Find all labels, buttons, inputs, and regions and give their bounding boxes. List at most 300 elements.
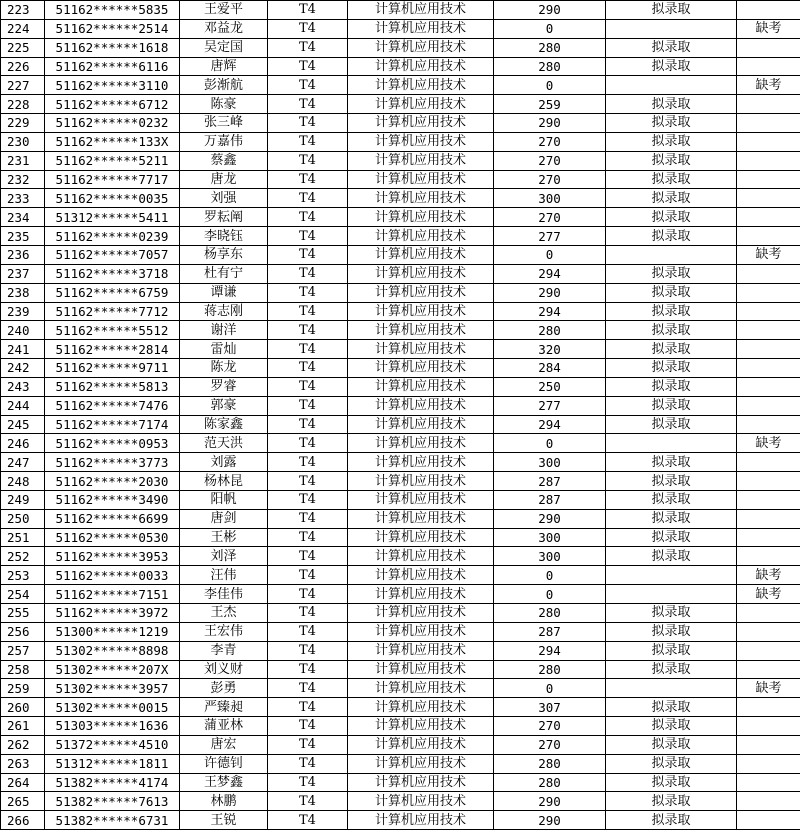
major-cell: 计算机应用技术 (348, 1, 494, 20)
major-code-cell: T4 (268, 490, 348, 509)
score-cell: 290 (494, 1, 606, 20)
note-cell (737, 773, 800, 792)
major-code-cell: T4 (268, 773, 348, 792)
row-number-cell: 232 (1, 170, 45, 189)
major-code-cell: T4 (268, 189, 348, 208)
row-number-cell: 224 (1, 19, 45, 38)
score-cell: 300 (494, 547, 606, 566)
note-cell (737, 114, 800, 133)
result-cell: 拟录取 (606, 377, 737, 396)
major-cell: 计算机应用技术 (348, 151, 494, 170)
major-code-cell: T4 (268, 283, 348, 302)
table-row (1, 340, 800, 359)
major-code-cell: T4 (268, 321, 348, 340)
result-cell: 拟录取 (606, 227, 737, 246)
id-number-cell: 51162******9711 (45, 359, 180, 378)
id-number-cell: 51302******3957 (45, 679, 180, 698)
score-cell: 277 (494, 227, 606, 246)
major-cell: 计算机应用技术 (348, 359, 494, 378)
major-code-cell: T4 (268, 792, 348, 811)
name-cell: 谭谦 (180, 283, 268, 302)
major-cell: 计算机应用技术 (348, 735, 494, 754)
id-number-cell: 51162******6759 (45, 283, 180, 302)
result-cell: 拟录取 (606, 38, 737, 57)
row-number-cell: 229 (1, 114, 45, 133)
id-number-cell: 51382******7613 (45, 792, 180, 811)
result-cell: 拟录取 (606, 208, 737, 227)
major-code-cell: T4 (268, 114, 348, 133)
note-cell (737, 359, 800, 378)
score-cell: 270 (494, 151, 606, 170)
id-number-cell: 51162******3972 (45, 604, 180, 623)
id-number-cell: 51162******3773 (45, 453, 180, 472)
major-cell: 计算机应用技术 (348, 283, 494, 302)
note-cell (737, 95, 800, 114)
score-cell: 270 (494, 717, 606, 736)
major-cell: 计算机应用技术 (348, 321, 494, 340)
score-cell: 270 (494, 170, 606, 189)
result-cell: 拟录取 (606, 773, 737, 792)
major-code-cell: T4 (268, 528, 348, 547)
table-row (1, 509, 800, 528)
row-number-cell: 237 (1, 264, 45, 283)
major-code-cell: T4 (268, 1, 348, 20)
major-cell: 计算机应用技术 (348, 660, 494, 679)
result-cell: 拟录取 (606, 302, 737, 321)
name-cell: 汪伟 (180, 566, 268, 585)
note-cell: 缺考 (737, 245, 800, 264)
row-number-cell: 248 (1, 472, 45, 491)
major-cell: 计算机应用技术 (348, 76, 494, 95)
major-code-cell: T4 (268, 151, 348, 170)
table-row (1, 321, 800, 340)
major-cell: 计算机应用技术 (348, 264, 494, 283)
note-cell (737, 283, 800, 302)
id-number-cell: 51162******7476 (45, 396, 180, 415)
major-code-cell: T4 (268, 377, 348, 396)
note-cell (737, 151, 800, 170)
table-row (1, 264, 800, 283)
row-number-cell: 261 (1, 717, 45, 736)
id-number-cell: 51162******5835 (45, 1, 180, 20)
result-cell: 拟录取 (606, 151, 737, 170)
id-number-cell: 51162******1618 (45, 38, 180, 57)
row-number-cell: 227 (1, 76, 45, 95)
result-cell: 拟录取 (606, 57, 737, 76)
score-cell: 280 (494, 38, 606, 57)
result-cell: 拟录取 (606, 359, 737, 378)
major-code-cell: T4 (268, 396, 348, 415)
note-cell (737, 415, 800, 434)
result-cell: 拟录取 (606, 490, 737, 509)
major-code-cell: T4 (268, 208, 348, 227)
major-cell: 计算机应用技术 (348, 622, 494, 641)
result-cell: 拟录取 (606, 1, 737, 20)
id-number-cell: 51300******1219 (45, 622, 180, 641)
table-row (1, 19, 800, 38)
row-number-cell: 265 (1, 792, 45, 811)
name-cell: 罗睿 (180, 377, 268, 396)
major-code-cell: T4 (268, 359, 348, 378)
table-row (1, 660, 800, 679)
result-cell: 拟录取 (606, 321, 737, 340)
major-code-cell: T4 (268, 264, 348, 283)
major-code-cell: T4 (268, 245, 348, 264)
name-cell: 谢洋 (180, 321, 268, 340)
id-number-cell: 51162******6116 (45, 57, 180, 76)
note-cell: 缺考 (737, 76, 800, 95)
id-number-cell: 51162******0033 (45, 566, 180, 585)
note-cell (737, 698, 800, 717)
note-cell (737, 509, 800, 528)
major-code-cell: T4 (268, 76, 348, 95)
name-cell: 杨林昆 (180, 472, 268, 491)
name-cell: 刘泽 (180, 547, 268, 566)
table-row (1, 151, 800, 170)
score-cell: 300 (494, 453, 606, 472)
id-number-cell: 51162******7057 (45, 245, 180, 264)
result-cell: 拟录取 (606, 340, 737, 359)
row-number-cell: 258 (1, 660, 45, 679)
major-code-cell: T4 (268, 453, 348, 472)
score-cell: 0 (494, 19, 606, 38)
table-row (1, 38, 800, 57)
table-row (1, 811, 800, 830)
name-cell: 王宏伟 (180, 622, 268, 641)
result-cell: 拟录取 (606, 528, 737, 547)
id-number-cell: 51162******0530 (45, 528, 180, 547)
major-code-cell: T4 (268, 622, 348, 641)
result-cell: 拟录取 (606, 170, 737, 189)
row-number-cell: 245 (1, 415, 45, 434)
result-cell: 拟录取 (606, 396, 737, 415)
note-cell (737, 717, 800, 736)
name-cell: 唐辉 (180, 57, 268, 76)
major-code-cell: T4 (268, 227, 348, 246)
score-cell: 290 (494, 114, 606, 133)
note-cell (737, 641, 800, 660)
name-cell: 李晓钰 (180, 227, 268, 246)
result-cell (606, 434, 737, 453)
score-cell: 287 (494, 472, 606, 491)
note-cell (737, 38, 800, 57)
major-cell: 计算机应用技术 (348, 641, 494, 660)
score-cell: 250 (494, 377, 606, 396)
row-number-cell: 228 (1, 95, 45, 114)
major-cell: 计算机应用技术 (348, 38, 494, 57)
major-code-cell: T4 (268, 302, 348, 321)
table-row (1, 114, 800, 133)
name-cell: 蔡鑫 (180, 151, 268, 170)
major-cell: 计算机应用技术 (348, 377, 494, 396)
result-cell: 拟录取 (606, 264, 737, 283)
row-number-cell: 243 (1, 377, 45, 396)
id-number-cell: 51162******5211 (45, 151, 180, 170)
id-number-cell: 51372******4510 (45, 735, 180, 754)
note-cell (737, 622, 800, 641)
table-row (1, 528, 800, 547)
result-cell: 拟录取 (606, 189, 737, 208)
result-cell: 拟录取 (606, 622, 737, 641)
row-number-cell: 230 (1, 132, 45, 151)
table-row (1, 566, 800, 585)
table-row (1, 490, 800, 509)
major-cell: 计算机应用技术 (348, 528, 494, 547)
result-cell: 拟录取 (606, 754, 737, 773)
major-cell: 计算机应用技术 (348, 434, 494, 453)
major-cell: 计算机应用技术 (348, 811, 494, 830)
result-cell: 拟录取 (606, 717, 737, 736)
name-cell: 李佳伟 (180, 585, 268, 604)
score-cell: 0 (494, 679, 606, 698)
name-cell: 李青 (180, 641, 268, 660)
id-number-cell: 51382******6731 (45, 811, 180, 830)
row-number-cell: 257 (1, 641, 45, 660)
score-cell: 284 (494, 359, 606, 378)
table-row (1, 754, 800, 773)
id-number-cell: 51162******0232 (45, 114, 180, 133)
row-number-cell: 264 (1, 773, 45, 792)
note-cell (737, 754, 800, 773)
table-row (1, 76, 800, 95)
result-cell: 拟录取 (606, 604, 737, 623)
score-cell: 280 (494, 604, 606, 623)
note-cell (737, 453, 800, 472)
score-cell: 300 (494, 189, 606, 208)
name-cell: 陈家鑫 (180, 415, 268, 434)
row-number-cell: 241 (1, 340, 45, 359)
score-cell: 0 (494, 245, 606, 264)
major-code-cell: T4 (268, 132, 348, 151)
id-number-cell: 51162******3490 (45, 490, 180, 509)
id-number-cell: 51162******7712 (45, 302, 180, 321)
id-number-cell: 51302******8898 (45, 641, 180, 660)
table-row (1, 453, 800, 472)
result-cell: 拟录取 (606, 509, 737, 528)
table-row (1, 547, 800, 566)
major-code-cell: T4 (268, 604, 348, 623)
name-cell: 张三峰 (180, 114, 268, 133)
row-number-cell: 256 (1, 622, 45, 641)
score-cell: 277 (494, 396, 606, 415)
row-number-cell: 246 (1, 434, 45, 453)
name-cell: 唐龙 (180, 170, 268, 189)
major-code-cell: T4 (268, 660, 348, 679)
score-cell: 270 (494, 208, 606, 227)
note-cell (737, 189, 800, 208)
table-row (1, 377, 800, 396)
row-number-cell: 251 (1, 528, 45, 547)
row-number-cell: 266 (1, 811, 45, 830)
score-cell: 270 (494, 735, 606, 754)
table-row (1, 472, 800, 491)
result-cell: 拟录取 (606, 811, 737, 830)
score-cell: 287 (494, 622, 606, 641)
score-cell: 290 (494, 811, 606, 830)
major-cell: 计算机应用技术 (348, 302, 494, 321)
score-cell: 290 (494, 283, 606, 302)
major-cell: 计算机应用技术 (348, 754, 494, 773)
row-number-cell: 249 (1, 490, 45, 509)
table-row (1, 735, 800, 754)
name-cell: 彭勇 (180, 679, 268, 698)
major-cell: 计算机应用技术 (348, 208, 494, 227)
result-cell (606, 679, 737, 698)
name-cell: 严臻昶 (180, 698, 268, 717)
major-cell: 计算机应用技术 (348, 547, 494, 566)
name-cell: 蒋志刚 (180, 302, 268, 321)
row-number-cell: 259 (1, 679, 45, 698)
result-cell (606, 566, 737, 585)
table-row (1, 396, 800, 415)
major-cell: 计算机应用技术 (348, 472, 494, 491)
note-cell (737, 1, 800, 20)
major-cell: 计算机应用技术 (348, 132, 494, 151)
major-code-cell: T4 (268, 57, 348, 76)
major-cell: 计算机应用技术 (348, 95, 494, 114)
table-row (1, 792, 800, 811)
note-cell (737, 321, 800, 340)
score-cell: 300 (494, 528, 606, 547)
name-cell: 雷灿 (180, 340, 268, 359)
score-cell: 280 (494, 773, 606, 792)
id-number-cell: 51162******0953 (45, 434, 180, 453)
id-number-cell: 51162******3110 (45, 76, 180, 95)
name-cell: 阳帆 (180, 490, 268, 509)
score-cell: 280 (494, 754, 606, 773)
id-number-cell: 51312******5411 (45, 208, 180, 227)
name-cell: 林鹏 (180, 792, 268, 811)
row-number-cell: 234 (1, 208, 45, 227)
id-number-cell: 51162******2514 (45, 19, 180, 38)
major-code-cell: T4 (268, 811, 348, 830)
note-cell (737, 735, 800, 754)
name-cell: 王杰 (180, 604, 268, 623)
major-cell: 计算机应用技术 (348, 566, 494, 585)
row-number-cell: 226 (1, 57, 45, 76)
id-number-cell: 51162******3953 (45, 547, 180, 566)
score-cell: 259 (494, 95, 606, 114)
id-number-cell: 51162******6712 (45, 95, 180, 114)
table-row (1, 359, 800, 378)
score-cell: 290 (494, 792, 606, 811)
result-cell: 拟录取 (606, 415, 737, 434)
major-code-cell: T4 (268, 735, 348, 754)
table-row (1, 1, 800, 20)
name-cell: 邓益龙 (180, 19, 268, 38)
row-number-cell: 247 (1, 453, 45, 472)
note-cell (737, 396, 800, 415)
table-row (1, 132, 800, 151)
row-number-cell: 239 (1, 302, 45, 321)
result-cell: 拟录取 (606, 547, 737, 566)
major-code-cell: T4 (268, 641, 348, 660)
row-number-cell: 238 (1, 283, 45, 302)
score-cell: 280 (494, 57, 606, 76)
table-row (1, 679, 800, 698)
row-number-cell: 262 (1, 735, 45, 754)
major-cell: 计算机应用技术 (348, 19, 494, 38)
major-code-cell: T4 (268, 434, 348, 453)
table-row (1, 227, 800, 246)
id-number-cell: 51162******5512 (45, 321, 180, 340)
id-number-cell: 51312******1811 (45, 754, 180, 773)
table-row (1, 245, 800, 264)
row-number-cell: 260 (1, 698, 45, 717)
major-cell: 计算机应用技术 (348, 227, 494, 246)
name-cell: 王爱平 (180, 1, 268, 20)
score-cell: 270 (494, 132, 606, 151)
major-code-cell: T4 (268, 754, 348, 773)
score-cell: 294 (494, 641, 606, 660)
note-cell (737, 57, 800, 76)
score-cell: 307 (494, 698, 606, 717)
id-number-cell: 51162******6699 (45, 509, 180, 528)
major-code-cell: T4 (268, 19, 348, 38)
id-number-cell: 51303******1636 (45, 717, 180, 736)
name-cell: 唐宏 (180, 735, 268, 754)
result-cell (606, 585, 737, 604)
name-cell: 杨享东 (180, 245, 268, 264)
major-cell: 计算机应用技术 (348, 340, 494, 359)
note-cell (737, 660, 800, 679)
id-number-cell: 51162******2030 (45, 472, 180, 491)
name-cell: 陈豪 (180, 95, 268, 114)
major-code-cell: T4 (268, 170, 348, 189)
major-code-cell: T4 (268, 95, 348, 114)
row-number-cell: 252 (1, 547, 45, 566)
row-number-cell: 240 (1, 321, 45, 340)
major-cell: 计算机应用技术 (348, 170, 494, 189)
table-row (1, 604, 800, 623)
major-cell: 计算机应用技术 (348, 396, 494, 415)
result-cell: 拟录取 (606, 792, 737, 811)
major-cell: 计算机应用技术 (348, 415, 494, 434)
major-code-cell: T4 (268, 340, 348, 359)
table-row (1, 698, 800, 717)
major-cell: 计算机应用技术 (348, 679, 494, 698)
id-number-cell: 51382******4174 (45, 773, 180, 792)
note-cell (737, 547, 800, 566)
major-cell: 计算机应用技术 (348, 717, 494, 736)
note-cell (737, 811, 800, 830)
name-cell: 罗耘阐 (180, 208, 268, 227)
score-cell: 294 (494, 302, 606, 321)
major-cell: 计算机应用技术 (348, 189, 494, 208)
table-row (1, 773, 800, 792)
score-cell: 280 (494, 660, 606, 679)
result-cell: 拟录取 (606, 453, 737, 472)
row-number-cell: 254 (1, 585, 45, 604)
name-cell: 刘强 (180, 189, 268, 208)
table-row (1, 283, 800, 302)
major-code-cell: T4 (268, 698, 348, 717)
note-cell: 缺考 (737, 566, 800, 585)
note-cell (737, 132, 800, 151)
major-cell: 计算机应用技术 (348, 585, 494, 604)
table-row (1, 208, 800, 227)
id-number-cell: 51302******0015 (45, 698, 180, 717)
score-cell: 287 (494, 490, 606, 509)
result-cell (606, 76, 737, 95)
table-row (1, 170, 800, 189)
result-cell (606, 19, 737, 38)
score-cell: 294 (494, 415, 606, 434)
table-row (1, 57, 800, 76)
score-cell: 280 (494, 321, 606, 340)
major-code-cell: T4 (268, 38, 348, 57)
major-cell: 计算机应用技术 (348, 245, 494, 264)
